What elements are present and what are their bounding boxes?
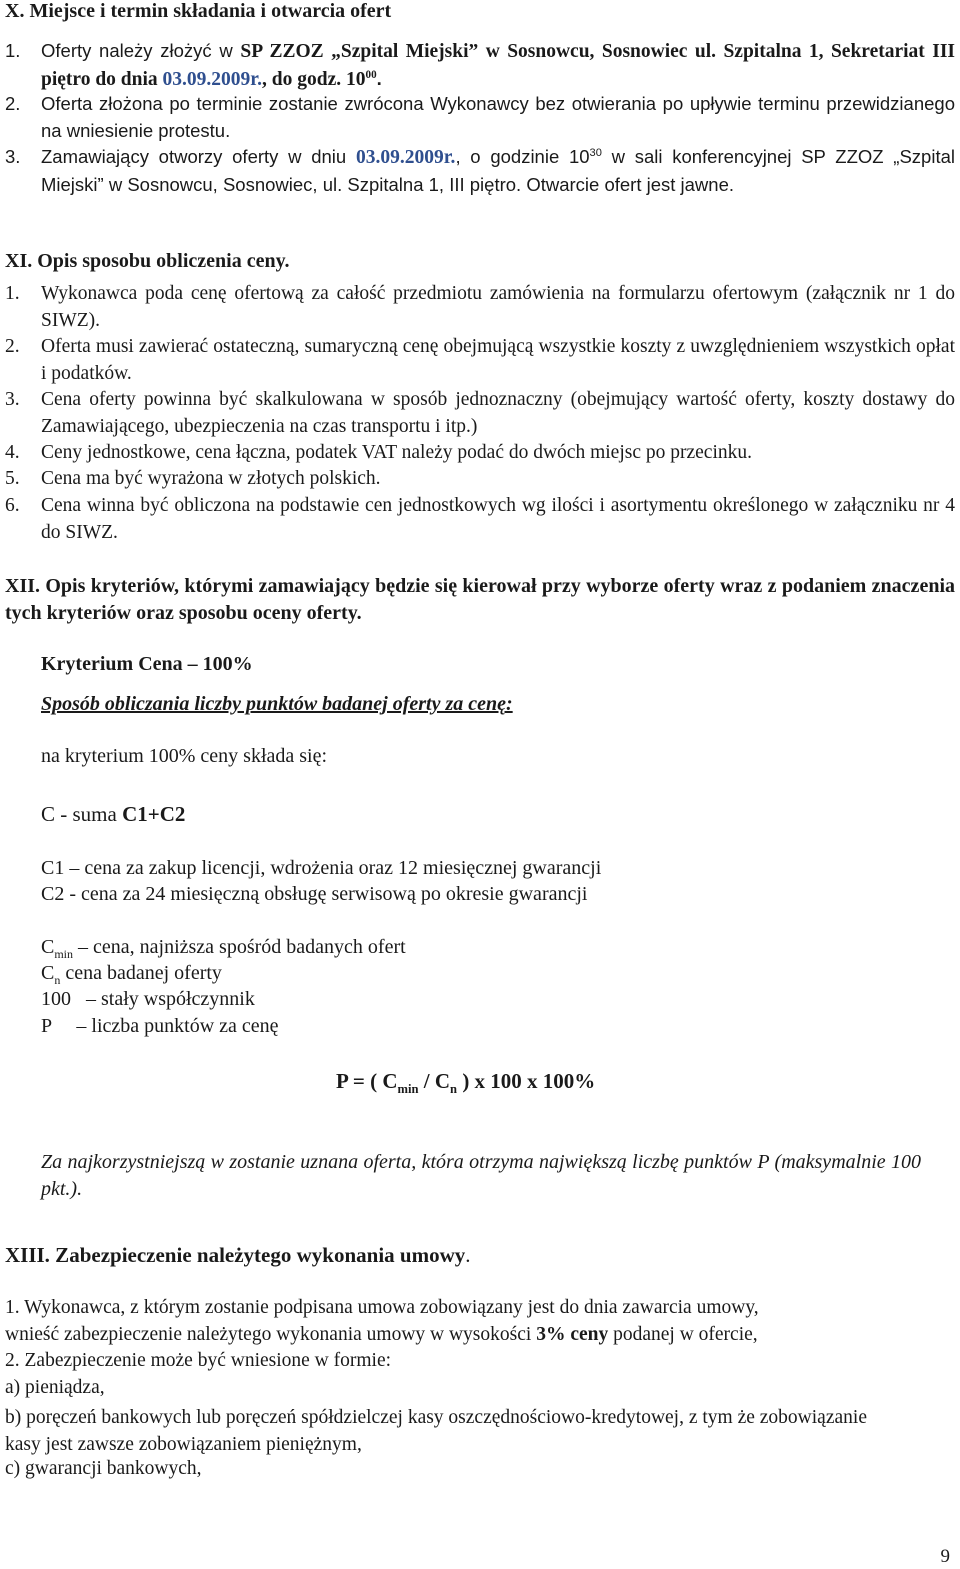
legend-subscript: n xyxy=(54,973,61,987)
formula-part: P = ( C xyxy=(336,1069,398,1093)
section-xiii-p1: 1. Wykonawca, z którym zostanie podpisana umowa zobowiązany jest do dnia zawarcia umowy, xyxy=(5,1297,759,1318)
legend-symbol: C xyxy=(41,962,55,984)
date-text: 03.09.2009r. xyxy=(355,147,456,168)
item-text-mid: , o godzinie 10 xyxy=(455,146,590,167)
p2-text-end: podanej w ofercie, xyxy=(608,1324,758,1345)
item-text: Wykonawca poda cenę ofertową za całość przedmiotu zamówienia na formularzu ofertowym (załącznik nr 1 do SIWZ). xyxy=(41,283,955,331)
time-superscript: 30 xyxy=(589,146,602,159)
item-number: 6. xyxy=(5,495,20,516)
item-number: 2. xyxy=(5,93,21,114)
legend-100 xyxy=(41,988,255,1011)
c-definition xyxy=(41,802,185,827)
item-number: 2. xyxy=(5,336,20,357)
criterion-heading: Kryterium Cena – 100% xyxy=(41,653,253,675)
legend-symbol: P xyxy=(41,1015,52,1037)
legend-description: – cena, najniższa spośród badanych ofert xyxy=(73,936,406,958)
item-text: Zamawiający otworzy oferty w dniu xyxy=(41,146,356,167)
formula-subscript: min xyxy=(397,1082,419,1097)
section-xiii-p3: 2. Zabezpieczenie może być wniesione w formie: xyxy=(5,1350,392,1371)
legend-cn xyxy=(41,962,222,985)
legend-description: – stały współczynnik xyxy=(71,988,255,1010)
item-number: 1. xyxy=(5,283,20,304)
section-xiii-title-text: XIII. Zabezpieczenie należytego wykonania umowy xyxy=(5,1243,466,1267)
section-xi-title: XI. Opis sposobu obliczenia ceny. xyxy=(5,250,290,272)
legend-subscript: min xyxy=(54,947,74,961)
legend-description: cena badanej oferty xyxy=(60,962,222,984)
legend-symbol: 100 xyxy=(41,988,71,1010)
criterion-intro: na kryterium 100% ceny składa się: xyxy=(41,745,328,767)
item-number: 5. xyxy=(5,468,20,489)
time-superscript: 00 xyxy=(365,68,377,81)
section-xiii-p4: a) pieniądza, xyxy=(5,1377,105,1398)
c1-definition: C1 – cena za zakup licencji, wdrożenia oraz 12 miesięcznej gwarancji xyxy=(41,857,602,879)
formula-part: ) x 100 x 100% xyxy=(457,1069,596,1093)
item-number: 1. xyxy=(5,40,21,61)
time-text: , do godz. 10 xyxy=(262,68,366,90)
item-text: Cena oferty powinna być skalkulowana w sposób jednoznaczny (obejmujący wartość oferty, koszty dostawy do Zamawiającego, ubezpieczenia na czas transportu i itp.) xyxy=(41,389,955,437)
section-x-item-3 xyxy=(5,144,955,198)
legend-cmin xyxy=(41,936,406,959)
p2-bold: 3% ceny xyxy=(536,1324,609,1345)
date-text: 03.09.2009r. xyxy=(162,68,263,90)
section-xiii-title xyxy=(5,1243,471,1268)
price-formula xyxy=(336,1069,596,1097)
item-text: Oferta złożona po terminie zostanie zwrócona Wykonawcy bez otwierania po upływie terminu przewidzianego na wniesienie protestu. xyxy=(41,93,955,141)
formula-subscript: n xyxy=(450,1082,458,1097)
section-xi-item-2 xyxy=(5,334,955,387)
section-x-item-2 xyxy=(5,91,955,144)
section-xiii-p5: b) poręczeń bankowych lub poręczeń spółdzielczej kasy oszczędnościowo-kredytowej, z tym że zobowiązanie kasy jest zawsze zobowiązaniem pieniężnym, xyxy=(5,1407,867,1455)
legend-description: – liczba punktów za cenę xyxy=(51,1015,279,1037)
formula-part: / C xyxy=(418,1069,451,1093)
legend-symbol: C xyxy=(41,936,55,958)
page-number: 9 xyxy=(940,1546,950,1567)
c-label: C - suma xyxy=(41,802,123,826)
c2-definition: C2 - cena za 24 miesięczną obsługę serwisową po okresie gwarancji xyxy=(41,883,588,905)
method-heading: Sposób obliczania liczby punktów badanej oferty za cenę: xyxy=(41,693,513,715)
p2-text: wnieść zabezpieczenie należytego wykonania umowy w wysokości xyxy=(5,1324,537,1345)
section-x-title: X. Miejsce i termin składania i otwarcia ofert xyxy=(5,0,392,22)
item-text: Oferty należy złożyć w xyxy=(41,40,241,61)
section-xi-item-3 xyxy=(5,387,955,440)
item-end: . xyxy=(376,67,382,89)
section-xi-item-6 xyxy=(5,493,955,546)
legend-p xyxy=(41,1015,279,1038)
section-xii-title: XII. Opis kryteriów, którymi zamawiający będzie się kierował przy wyborze oferty wraz z podaniem znaczenia tych kryteriów oraz sposobu oceny oferty. xyxy=(5,575,955,624)
c-sum: C1+C2 xyxy=(122,802,186,826)
item-text: Oferta musi zawierać ostateczną, sumaryczną cenę obejmującą wszystkie koszty z uwzględnieniem wszystkich opłat i podatków. xyxy=(41,336,955,384)
item-text: Cena winna być obliczona na podstawie cen jednostkowych wg ilości i asortymentu określonego w załączniku nr 4 do SIWZ. xyxy=(41,495,955,543)
section-xiii-title-end: . xyxy=(465,1243,471,1267)
section-xiii-p6: c) gwarancji bankowych, xyxy=(5,1458,202,1479)
bold-text: SP ZZOZ „Szpital Miejski” w Sosnowcu, Sosnowiec ul. Szpitalna 1, Sekretariat III piętro do dnia xyxy=(41,41,955,90)
section-xi-item-4 xyxy=(5,440,955,467)
item-text: Cena ma być wyrażona w złotych polskich. xyxy=(41,468,381,489)
section-xi-item-1 xyxy=(5,281,955,334)
evaluation-note: Za najkorzystniejszą w zostanie uznana oferta, która otrzyma największą liczbę punktów P (maksymalnie 100 pkt.). xyxy=(41,1151,921,1200)
item-number: 3. xyxy=(5,146,21,167)
section-xi-item-5 xyxy=(5,466,955,493)
item-number: 4. xyxy=(5,442,20,463)
item-text-post: w sali konferencyjnej SP ZZOZ „Szpital Miejski” w Sosnowcu, Sosnowiec, ul. Szpitalna 1, III piętro. Otwarcie ofert jest jawne. xyxy=(41,146,955,195)
item-text: Ceny jednostkowe, cena łączna, podatek VAT należy podać do dwóch miejsc po przecinku. xyxy=(41,442,752,463)
item-number: 3. xyxy=(5,389,20,410)
section-x-item-1 xyxy=(5,38,955,93)
section-xiii-p2 xyxy=(5,1324,758,1346)
